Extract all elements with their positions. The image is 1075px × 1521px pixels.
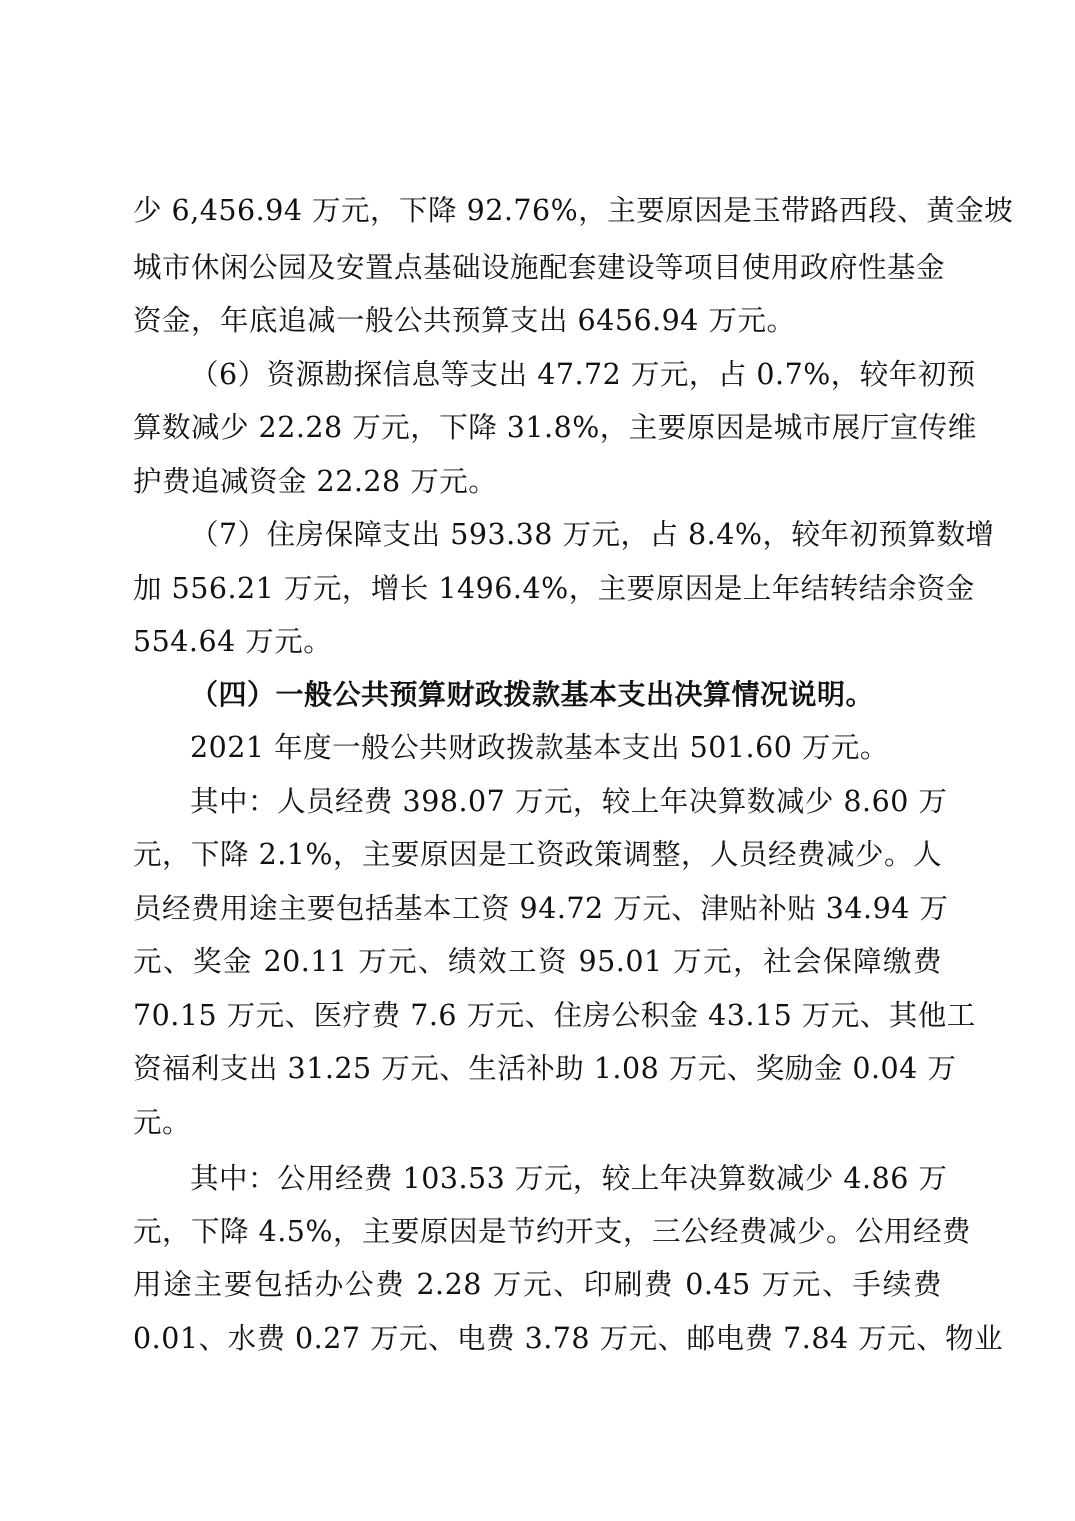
- text-line: 元，下降 2.1%，主要原因是工资政策调整，人员经费减少。人: [133, 838, 942, 871]
- text-line: 0.01、水费 0.27 万元、电费 3.78 万元、邮电费 7.84 万元、物业: [133, 1322, 1004, 1355]
- text-line: （7）住房保障支出 593.38 万元，占 8.4%，较年初预算数增: [190, 518, 995, 551]
- text-line: 554.64 万元。: [133, 625, 333, 658]
- section-heading: （四）一般公共预算财政拨款基本支出决算情况说明。: [190, 678, 875, 711]
- text-line: 元、奖金 20.11 万元、绩效工资 95.01 万元，社会保障缴费: [133, 945, 942, 978]
- text-line: 资金，年底追减一般公共预算支出 6456.94 万元。: [133, 304, 796, 337]
- text-line: 算数减少 22.28 万元，下降 31.8%，主要原因是城市展厅宣传维: [133, 411, 977, 444]
- text-line: 元。: [133, 1106, 192, 1139]
- text-line: 其中：公用经费 103.53 万元，较上年决算数减少 4.86 万: [190, 1162, 948, 1195]
- text-line: （6）资源勘探信息等支出 47.72 万元，占 0.7%，较年初预: [190, 358, 976, 391]
- text-line: 其中：人员经费 398.07 万元，较上年决算数减少 8.60 万: [190, 785, 948, 818]
- text-line: 用途主要包括办公费 2.28 万元、印刷费 0.45 万元、手续费: [133, 1268, 942, 1301]
- text-line: 资福利支出 31.25 万元、生活补助 1.08 万元、奖励金 0.04 万: [133, 1052, 957, 1085]
- text-line: 少 6,456.94 万元，下降 92.76%，主要原因是玉带路西段、黄金坡: [133, 194, 1014, 227]
- text-line: 员经费用途主要包括基本工资 94.72 万元、津贴补贴 34.94 万: [133, 892, 949, 925]
- text-line: 加 556.21 万元，增长 1496.4%，主要原因是上年结转结余资金: [133, 572, 975, 605]
- text-line: 70.15 万元、医疗费 7.6 万元、住房公积金 43.15 万元、其他工: [133, 999, 976, 1032]
- text-line: 2021 年度一般公共财政拨款基本支出 501.60 万元。: [190, 731, 889, 764]
- text-line: 护费追减资金 22.28 万元。: [133, 465, 498, 498]
- text-line: 城市休闲公园及安置点基础设施配套建设等项目使用政府性基金: [133, 251, 946, 284]
- text-line: 元，下降 4.5%，主要原因是节约开支，三公经费减少。公用经费: [133, 1215, 971, 1248]
